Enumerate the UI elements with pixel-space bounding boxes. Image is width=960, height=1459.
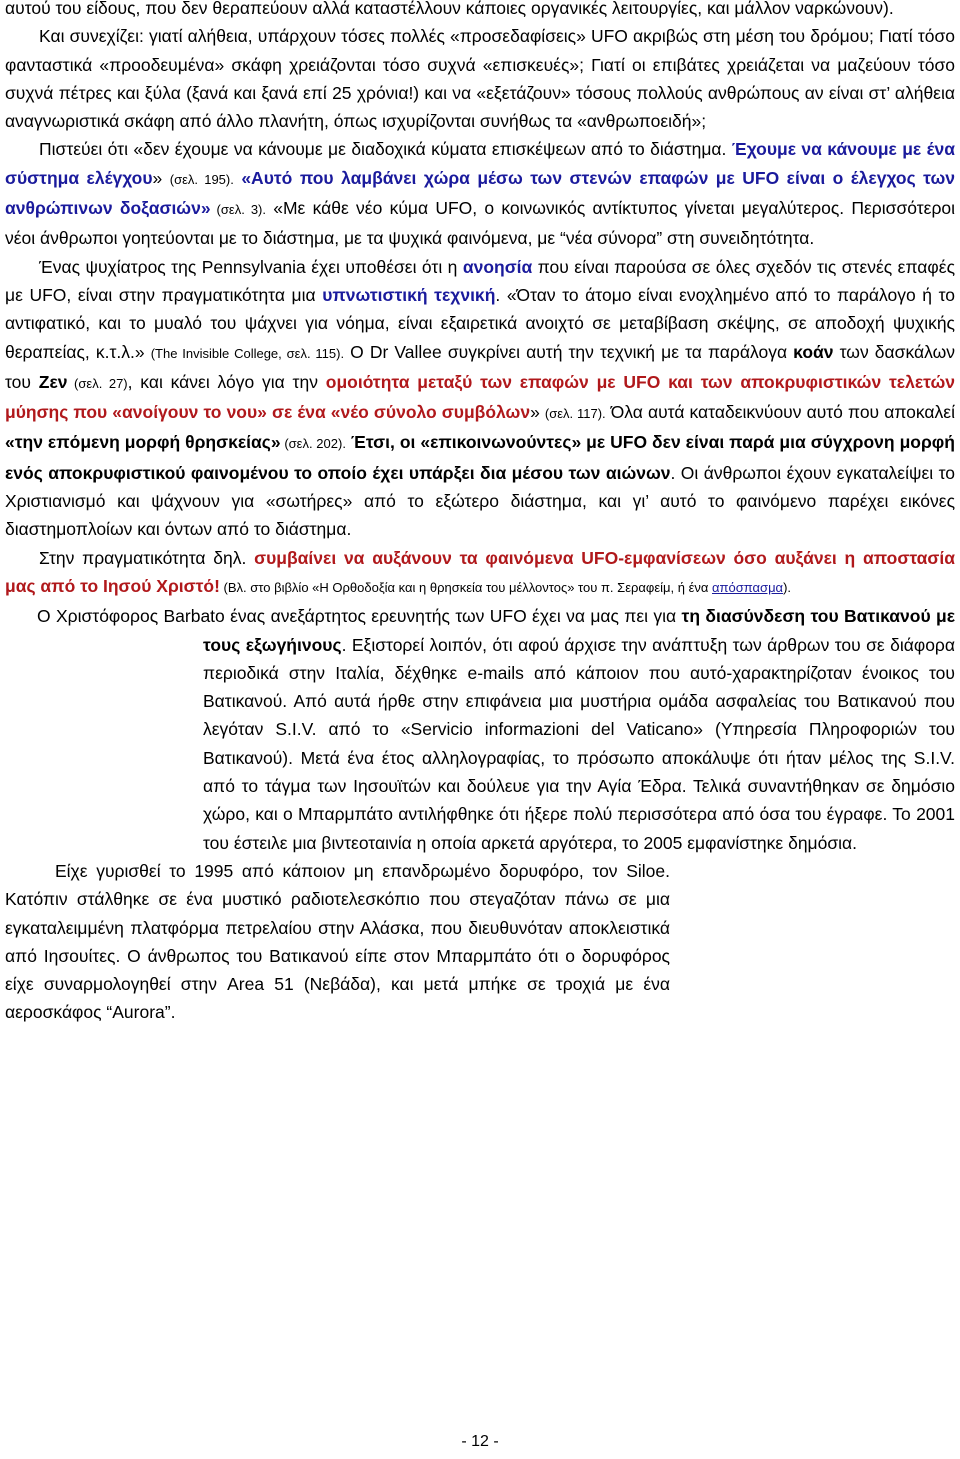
emphasis-bold: Έτσι, οι «επικοινωνούντες» με UFO δεν είναι παρά μια σύγχρονη μορφή ενός αποκρυφιστικού φαινομένου το οποίο έχει υπάρξει δια μέσου των αιώνων — [5, 432, 955, 483]
text-run: . «Όταν το άτομο είναι ενοχλημένο από το παράλογο ή το αντιφατικό, και το μυαλό του ψάχνει για νόημα, είναι εξαιρετικά ανοιχτό σε μεταβίβαση σκέψης, σε αποδοχή ψυχικής θεραπείας, κ.τ.λ.» — [5, 284, 955, 362]
text-run: Στην πραγματικότητα δηλ. — [39, 547, 255, 568]
emphasis-bold: Ζεν — [38, 371, 68, 392]
emphasis-blue: Έχουμε να κάνουμε με ένα σύστημα ελέγχου — [5, 139, 956, 188]
emphasis-red: ομοιότητα μεταξύ των επαφών με UFO και των αποκρυφιστικών τελετών μύησης που «ανοίγουν το νου» σε ένα «νέο σύνολο συμβόλων — [5, 371, 955, 423]
text-run: . Οι άνθρωποι έχουν εγκαταλείψει το Χριστιανισμό και ψάχνουν για «σωτήρες» από το εξώτερο διάστημα, και γι’ αυτό το φαινόμενο παρέχει εικόνες διαστημοπλοίων και όντων από το διάστημα. — [5, 462, 955, 540]
text-run: Ένας ψυχίατρος της Pennsylvania έχει υποθέσει ότι η — [39, 256, 463, 277]
text-run: . Εξιστορεί λοιπόν, ότι αφού άρχισε την ανάπτυξη των άρθρων του σε διάφορα περιοδικά στην Ιταλία, δέχθηκε e-mails από κάποιον που αυτό-χαρακτηρίζοταν ένοικος του Βατικανού. Από αυτά ήρθε στην επιφάνεια μια μυστήρια ομάδα ασφαλείας του Βατικανού που λεγόταν S.I.V. από το «Servicio informazioni del Vaticano» (Υπηρεσία Πληροφοριών του Βατικανού). Μετά ένα έτος αλληλογραφίας, το πρόσωπο αποκάλυψε ότι ήταν μέλος της S.I.V. από το τάγμα των Ιησουϊτών και δούλευε για την Αγία Έδρα. Τελικά συναντήθηκαν σε δημόσιο χώρο, και ο Μπαρμπάτο αντιλήφθηκε ότι ήξερε πολύ περισσότερα από όσα του έγραφε. Το 2001 του έστειλε μια βιντεοταινία η οποία αρκετά αργότερα, το 2005 εμφανίστηκε δημόσια. — [203, 634, 955, 853]
text-run: , και κάνει λόγο για την — [127, 371, 326, 392]
text-run: » — [152, 167, 170, 188]
citation: (σελ. 195). — [169, 171, 234, 187]
emphasis-bold: τη διασύνδεση του Βατικανού με τους εξωγήινους — [203, 606, 955, 655]
text-run: Ο Dr Vallee συγκρίνει αυτή την τεχνική με τα παράλογα — [344, 341, 794, 362]
citation: (σελ. 202). — [280, 436, 346, 452]
emphasis-blue: «Αυτό που λαμβάνει χώρα μέσω των στενών επαφών με UFO είναι ο έλεγχος των ανθρώπινων δοξασιών» — [5, 167, 955, 219]
text-run: των δασκάλων του — [5, 341, 956, 392]
text-run-small: (Βλ. στο βιβλίο «Η Ορθοδοξία και η θρησκεία του μέλλοντος» του π. Σεραφείμ, ή ένα — [219, 579, 712, 595]
paragraph-2 — [5, 135, 955, 252]
paragraph-6: Είχε γυρισθεί το 1995 από κάποιον μη επανδρωμένο δορυφόρο, τον Siloe. Κατόπιν στάλθηκε σε ένα μυστικό ραδιοτελεσκόπιο που στεγαζόταν πάνω σε μια εγκαταλειμμένη πλατφόρμα πετρελαίου στην Αλάσκα, που διευθυνόταν αποκλειστικά από Ιησουίτες. Ο άνθρωπος του Βατικανού είπε στον Μπαρμπάτο ότι ο δορυφόρος είχε συναρμολογηθεί στην Area 51 (Νεβάδα), και μετά μπήκε σε τροχιά με ένα αεροσκάφος “Aurora”. — [5, 860, 670, 1023]
text-run: Πιστεύει ότι «δεν έχουμε να κάνουμε με διαδοχικά κύματα επισκέψεων από το διάστημα. — [39, 139, 727, 160]
paragraph-1: Και συνεχίζει: γιατί αλήθεια, υπάρχουν τόσες πολλές «προσεδαφίσεις» UFO ακριβώς στη μέση του δρόμου; Γιατί τόσο φανταστικά «προοδευμένα» σκάφη χρειάζονται τόσο συχνά «επισκευές»; Γιατί οι επιβάτες χρειάζεται να μαζεύουν τόσο συχνά πέτρες και ξύλα (ξανά και ξανά επί 25 χρόνια!) και να «εξετάζουν» τόσους πολλούς ανθρώπους αν είναι στ’ αλήθεια αναγνωριστικά σκάφη από άλλο πλανήτη, όπως ισχυρίζονται συνήθως τα «ανθρωποειδή»; — [5, 26, 955, 132]
paragraph-4 — [5, 544, 955, 603]
excerpt-link[interactable]: απόσπασμα — [712, 579, 784, 595]
text-run: που είναι παρούσα σε όλες σχεδόν τις στενές επαφές με UFO, είναι στην πραγματικότητα μια — [5, 256, 955, 305]
text-run: » — [530, 402, 545, 423]
paragraph-3 — [5, 253, 955, 544]
page-number: - 12 - — [461, 1433, 499, 1450]
paragraph-0: αυτού του είδους, που δεν θεραπεύουν αλλά καταστέλλουν κάποιες οργανικές λειτουργίες, και μάλλον ναρκώνουν). — [5, 0, 894, 18]
citation: (The Invisible College, σελ. 115). — [150, 345, 345, 361]
emphasis-bold: «την επόμενη μορφή θρησκείας» — [5, 432, 281, 453]
emphasis-red: συμβαίνει να αυξάνουν τα φαινόμενα UFO-εμφανίσεων όσο αυξάνει η αποστασία μας από το Ιησού Χριστό! — [5, 547, 955, 596]
emphasis-blue: υπνωτιστική τεχνική — [322, 284, 496, 305]
emphasis-bold: κοάν — [793, 341, 834, 362]
emphasis-blue: ανοησία — [462, 256, 533, 277]
text-run-small: ). — [783, 579, 792, 595]
text-run: «Με κάθε νέο κύμα UFO, ο κοινωνικός αντίκτυπος γίνεται μεγαλύτερος. Περισσότεροι νέοι άνθρωποι γοητεύονται με το διάστημα, με τα ψυχικά φαινόμενα, με “νέα σύνορα” στη συνειδητότητα. — [5, 198, 956, 249]
citation: (σελ. 117). — [544, 406, 606, 422]
text-run: Όλα αυτά καταδεικνύουν αυτό που αποκαλεί — [605, 402, 955, 423]
paragraph-5 — [5, 602, 955, 857]
citation: (σελ. 3). — [210, 202, 266, 218]
document-page — [5, 0, 955, 1027]
citation: (σελ. 27) — [67, 375, 128, 391]
text-run: Ο Χριστόφορος Barbato ένας ανεξάρτητος ερευνητής των UFO έχει να μας πει για — [37, 606, 682, 627]
